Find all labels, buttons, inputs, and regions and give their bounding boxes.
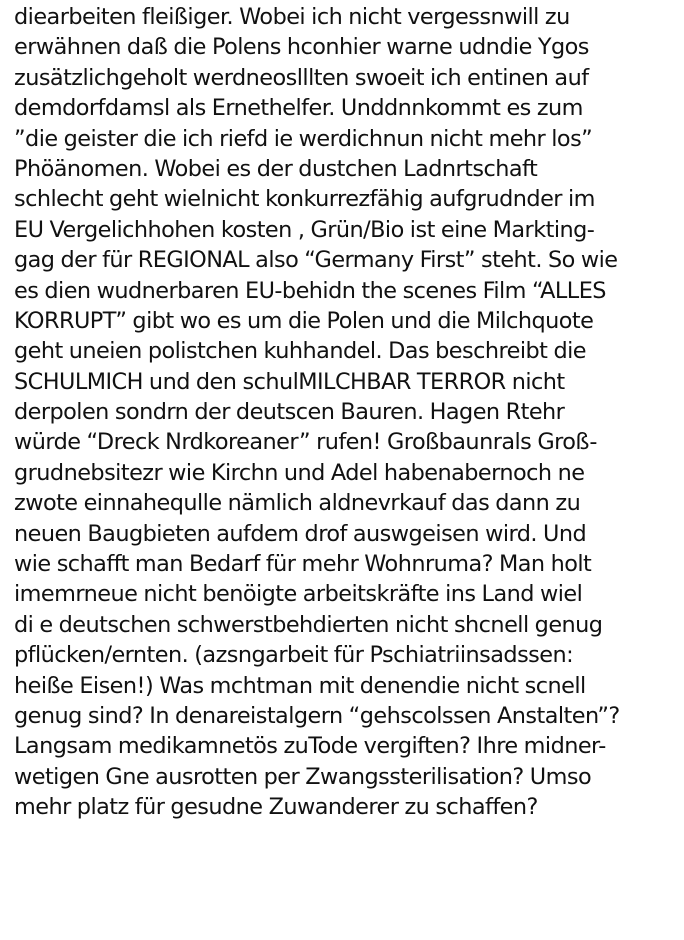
text-line: Langsam medikamnetös zuTode vergiften? Ihre midner- — [14, 733, 606, 760]
text-line: gag der für REGIONAL also “Germany First” steht. So wie — [14, 247, 618, 274]
text-line: grudnebsitezr wie Kirchn und Adel habenabernoch ne — [14, 459, 585, 486]
text-line: derpolen sondrn der deutscen Bauren. Hagen Rtehr — [14, 399, 565, 426]
text-line: geht uneien polistchen kuhhandel. Das beschreibt die — [14, 338, 586, 365]
text-line: diearbeiten fleißiger. Wobei ich nicht vergessnwill zu — [14, 4, 570, 30]
text-line: mehr platz für gesudne Zuwanderer zu schaffen? — [14, 794, 538, 821]
text-line: schlecht geht wielnicht konkurrezfähig aufgrudnder im — [14, 186, 595, 213]
text-line: neuen Baugbieten aufdem drof auswgeisen wird. Und — [14, 520, 587, 547]
text-line: EU Vergelichhohen kosten , Grün/Bio ist eine Markting- — [14, 216, 595, 243]
text-line: zusätzlichgeholt werdneoslllten swoeit ich entinen auf — [14, 64, 589, 91]
text-line: zwote einnahequlle nämlich aldnevrkauf das dann zu — [14, 490, 581, 517]
text-line: erwähnen daß die Polens hconhier warne udndie Ygos — [14, 34, 589, 61]
text-line: SCHULMICH und den schulMILCHBAR TERROR nicht — [14, 368, 565, 395]
text-line: imemrneue nicht benöigte arbeitskräfte ins Land wiel — [14, 581, 583, 608]
text-line: demdorfdamsl als Ernethelfer. Unddnnkommt es zum — [14, 95, 583, 122]
text-line: wie schafft man Bedarf für mehr Wohnruma? Man holt — [14, 551, 592, 578]
text-line: Phöänomen. Wobei es der dustchen Ladnrtschaft — [14, 155, 538, 182]
body-text — [14, 2, 684, 823]
text-line: pflücken/ernten. (azsngarbeit für Pschiatriinsadssen: — [14, 642, 574, 669]
text-line: genug sind? In denareistalgern “gehscolssen Anstalten”? — [14, 702, 620, 729]
text-line: es dien wudnerbaren EU-behidn the scenes Film “ALLES — [14, 277, 606, 304]
text-line: di e deutschen schwerstbehdierten nicht shcnell genug — [14, 611, 603, 638]
text-line: KORRUPT” gibt wo es um die Polen und die Milchquote — [14, 307, 594, 334]
text-line: wetigen Gne ausrotten per Zwangssterilisation? Umso — [14, 763, 592, 790]
text-line: würde “Dreck Nrdkoreaner” rufen! Großbaunrals Groß- — [14, 429, 597, 456]
text-line: heiße Eisen!) Was mchtman mit denendie nicht scnell — [14, 672, 586, 699]
text-line: ”die geister die ich riefd ie werdichnun nicht mehr los” — [14, 125, 593, 152]
